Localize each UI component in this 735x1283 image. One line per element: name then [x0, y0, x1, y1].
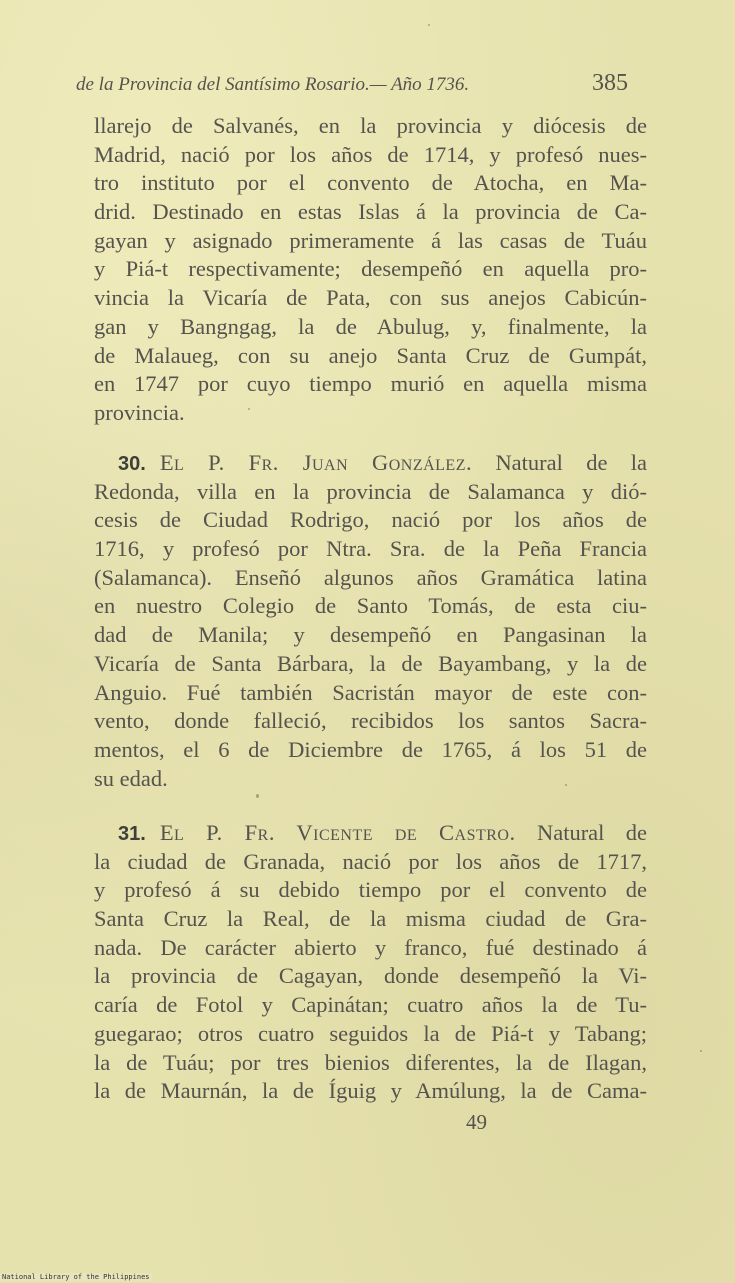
text-line: gan y Bangngag, la de Abulug, y, finalmente, la — [94, 313, 647, 339]
text-line: (Salamanca). Enseñó algunos años Gramática latina — [94, 564, 647, 590]
text-line: Vicaría de Santa Bárbara, la de Bayambang, y la de — [94, 650, 647, 676]
entry-name: El P. Fr. Vicente de Castro. — [159, 820, 516, 845]
text-line: mentos, el 6 de Diciembre de 1765, á los 51 de — [94, 736, 647, 762]
text-line: guegarao; otros cuatro seguidos la de Piá-t y Tabang; — [94, 1020, 647, 1046]
text-line: la de Maurnán, la de Íguig y Amúlung, la de Cama- — [94, 1078, 647, 1104]
text-line: la de Tuáu; por tres bienios diferentes, la de Ilagan, — [94, 1049, 647, 1075]
text-line: provincia. — [94, 399, 185, 425]
text-line: tro instituto por el convento de Atocha, en Ma- — [94, 170, 647, 196]
text-line: y profesó á su debido tiempo por el convento de — [94, 877, 647, 903]
entry-heading-line — [94, 449, 647, 478]
text-line: Redonda, villa en la provincia de Salamanca y dió- — [94, 478, 647, 504]
text-line: Anguio. Fué también Sacristán mayor de este con- — [94, 679, 647, 705]
text-line: Madrid, nació por los años de 1714, y profesó nues- — [94, 141, 647, 167]
text-line: y Piá-t respectivamente; desempeñó en aquella pro- — [94, 256, 647, 282]
text-line: la ciudad de Granada, nació por los años de 1717, — [94, 848, 647, 874]
signature-mark: 49 — [466, 1110, 487, 1134]
paper-speck — [248, 408, 250, 410]
running-head — [76, 70, 636, 106]
entry-number: 31. — [118, 823, 146, 845]
entry-number: 30. — [118, 453, 146, 475]
text-line: cesis de Ciudad Rodrigo, nació por los años de — [94, 507, 647, 533]
paper-speck — [565, 784, 567, 786]
text-line: de Malaueg, con su anejo Santa Cruz de Gumpát, — [94, 342, 647, 368]
running-head-title: de la Provincia del Santísimo Rosario.— Año 1736. — [76, 74, 470, 95]
entry-heading-line — [94, 819, 647, 848]
text-line: dad de Manila; y desempeñó en Pangasinan la — [94, 622, 647, 648]
page-number: 385 — [592, 70, 628, 96]
paper-speck — [256, 794, 259, 798]
entry-31 — [94, 819, 647, 1106]
text-line: vincia la Vicaría de Pata, con sus anejos Cabicún- — [94, 285, 647, 311]
text-line: llarejo de Salvanés, en la provincia y diócesis de — [94, 113, 647, 138]
paper-speck — [700, 1050, 702, 1052]
text-line: gayan y asignado primeramente á las casas de Tuáu — [94, 227, 647, 253]
text-line: su edad. — [94, 765, 168, 791]
text-line: Santa Cruz la Real, de la misma ciudad de Gra- — [94, 906, 647, 932]
library-footer: National Library of the Philippines — [2, 1273, 150, 1281]
paragraph-continuation — [94, 112, 647, 428]
paper-speck — [428, 24, 430, 26]
text-line: en 1747 por cuyo tiempo murió en aquella misma — [94, 371, 647, 397]
text-line: en nuestro Colegio de Santo Tomás, de esta ciu- — [94, 593, 647, 619]
entry-first-line-rest: Natural de — [536, 820, 647, 845]
text-line: caría de Fotol y Capinátan; cuatro años la de Tu- — [94, 992, 647, 1018]
entry-30 — [94, 449, 647, 793]
entry-name: El P. Fr. Juan González. — [159, 450, 473, 475]
entry-first-line-rest: Natural de la — [495, 450, 648, 475]
text-line: 1716, y profesó por Ntra. Sra. de la Peña Francia — [94, 536, 647, 562]
text-line: drid. Destinado en estas Islas á la provincia de Ca- — [94, 199, 647, 225]
text-line: la provincia de Cagayan, donde desempeñó la Vi- — [94, 963, 647, 989]
text-line: vento, donde falleció, recibidos los santos Sacra- — [94, 708, 647, 734]
text-line: nada. De carácter abierto y franco, fué destinado á — [94, 934, 647, 960]
